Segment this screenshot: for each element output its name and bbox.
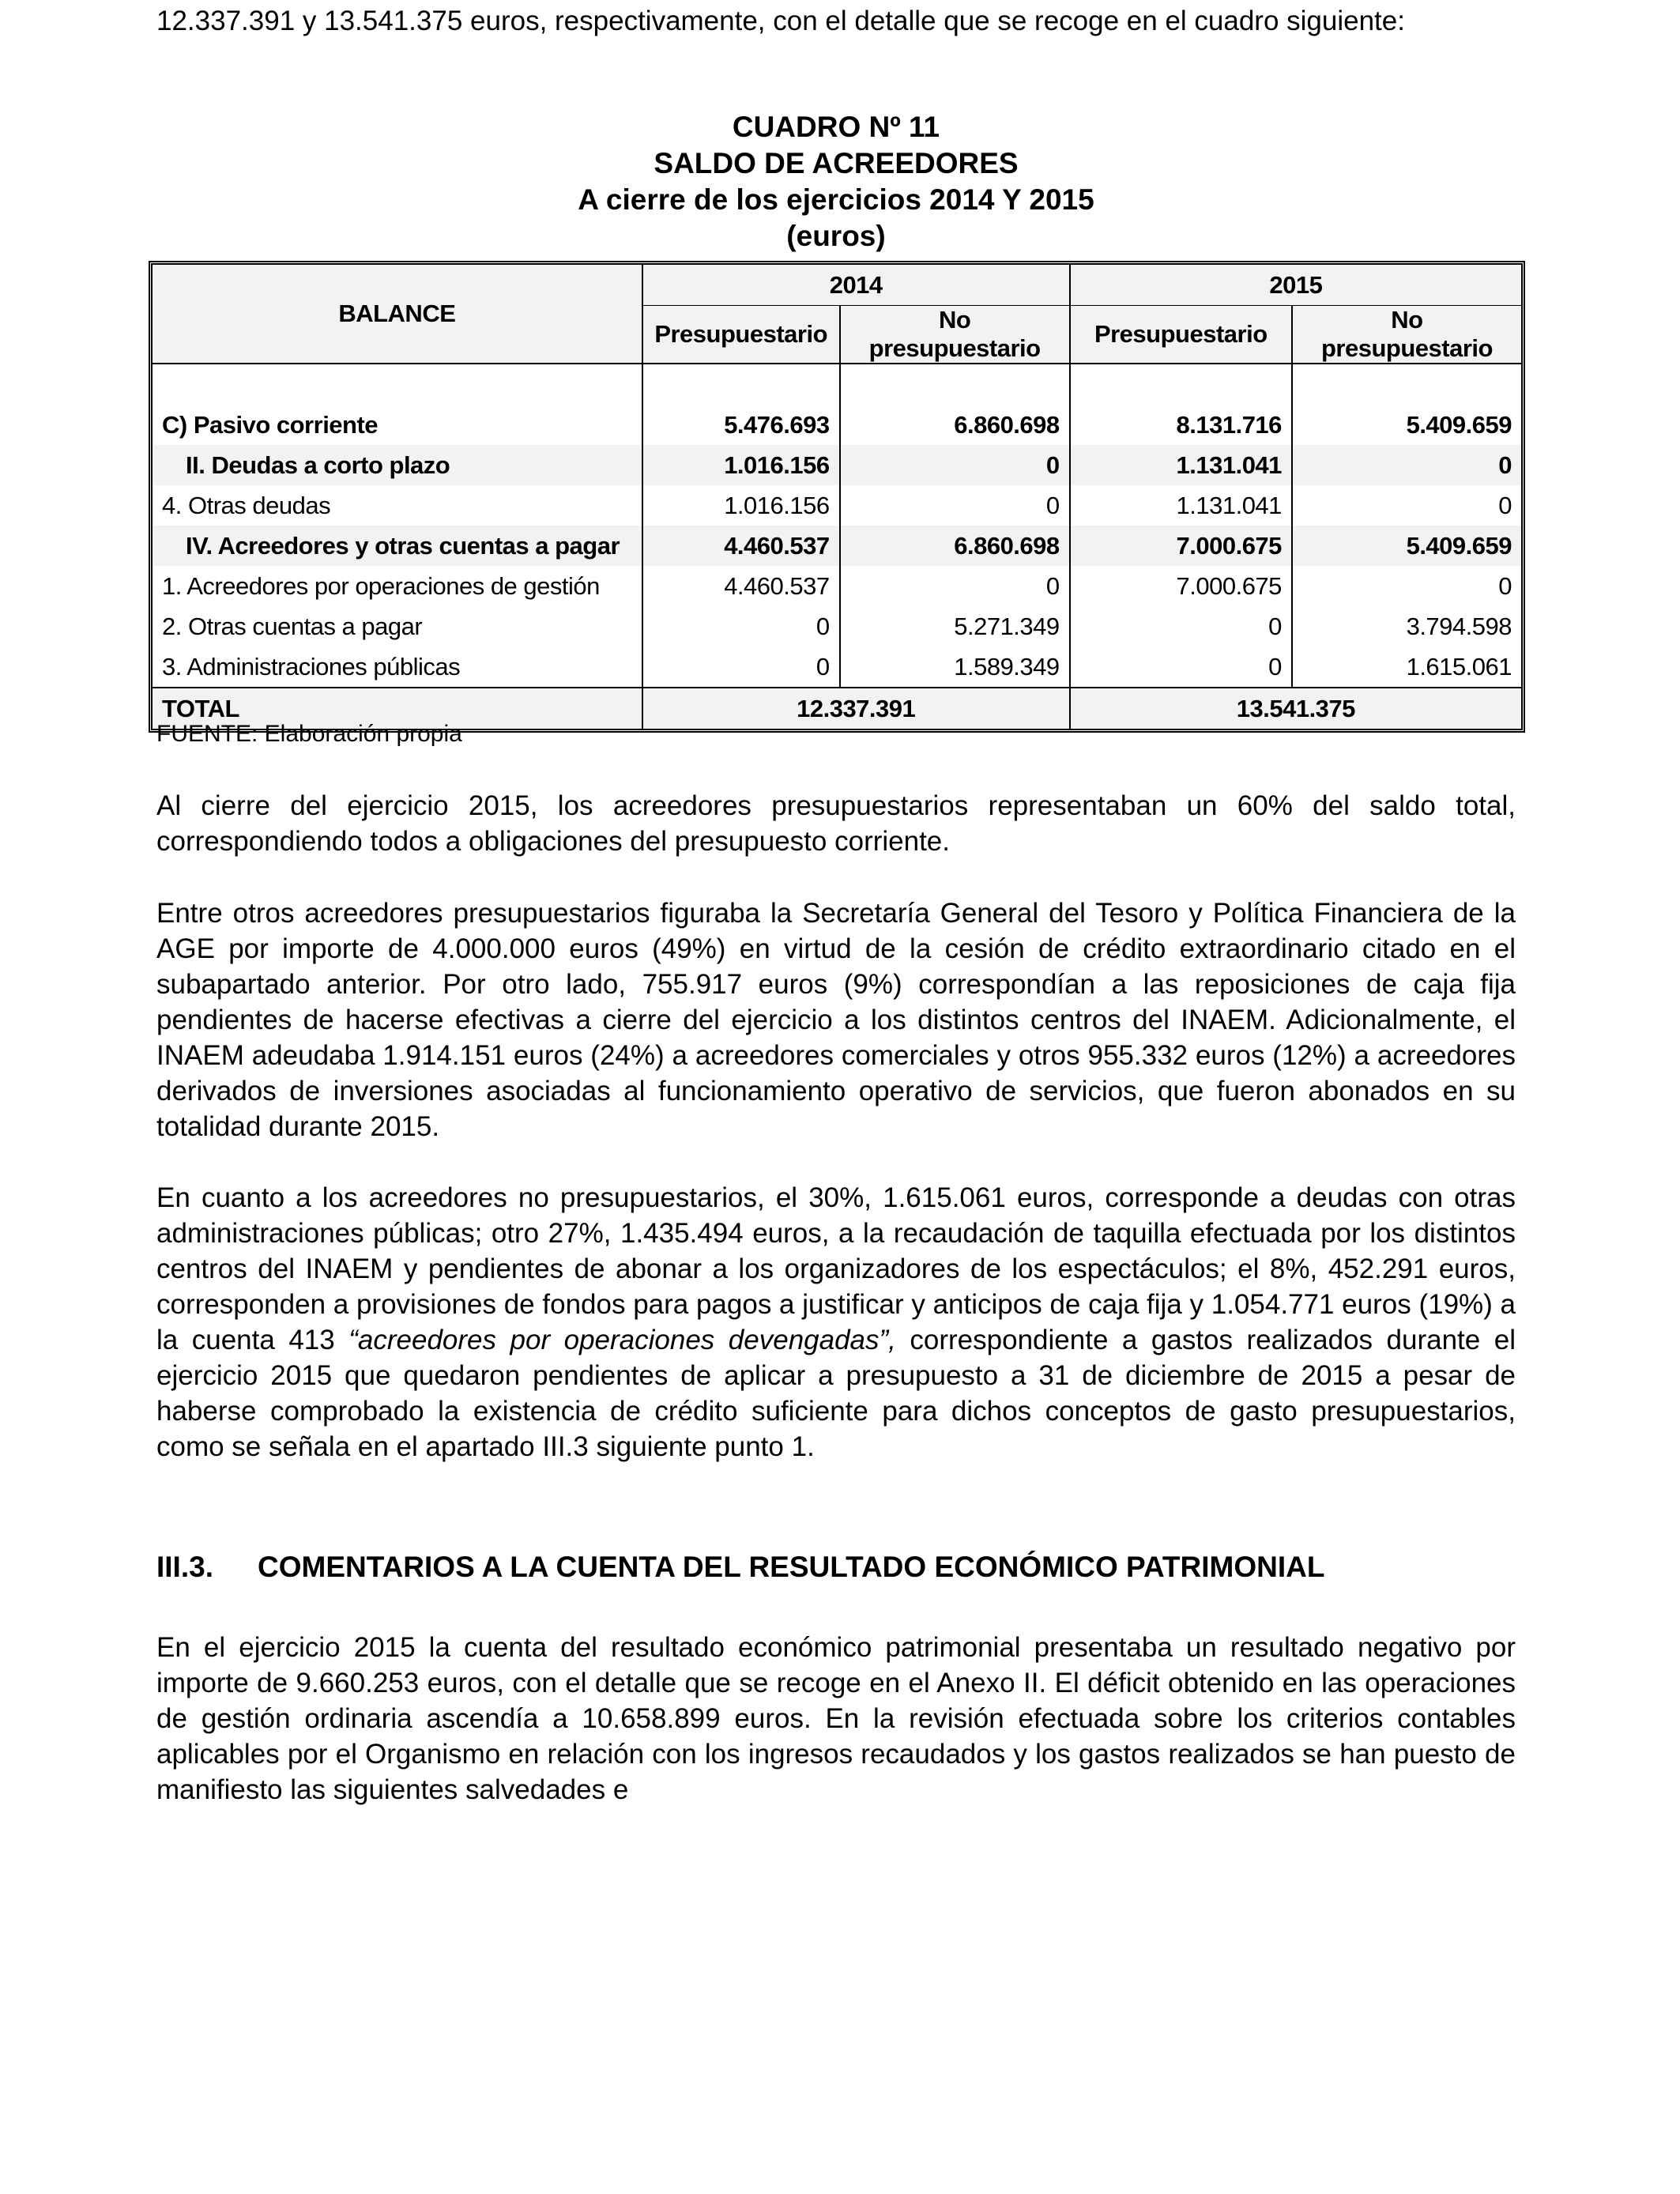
intro-paragraph: 12.337.391 y 13.541.375 euros, respectivamente, con el detalle que se recoge en el cuadro siguiente: — [156, 6, 1405, 36]
header-balance: BALANCE — [153, 265, 642, 364]
header-sub-no-presupuestario-2014: No presupuestario — [839, 306, 1069, 364]
table-row: 4. Otras deudas 1.016.156 0 1.131.041 0 — [153, 485, 1521, 526]
table-source: FUENTE: Elaboración propia — [156, 721, 462, 747]
creditors-table — [149, 261, 1525, 733]
paragraph-4: En el ejercicio 2015 la cuenta del resultado económico patrimonial presentaba un resultado negativo por importe de 9.660.253 euros, con el detalle que se recoge en el Anexo II. El déficit obtenido en las operaciones de gestión ordinaria ascendía a 10.658.899 euros. En la revisión efectuada sobre los criterios contables aplicables por el Organismo en relación con los ingresos recaudados y los gastos realizados se han puesto de manifiesto las siguientes salvedades e — [156, 1632, 1516, 1805]
caption-line2: SALDO DE ACREEDORES — [654, 147, 1019, 179]
total-2015: 13.541.375 — [1069, 687, 1521, 729]
table-row: C) Pasivo corriente 5.476.693 6.860.698 8.131.716 5.409.659 — [153, 405, 1521, 445]
table-row: 2. Otras cuentas a pagar 0 5.271.349 0 3.794.598 — [153, 606, 1521, 647]
total-2014: 12.337.391 — [642, 687, 1069, 729]
paragraph-1: Al cierre del ejercicio 2015, los acreedores presupuestarios representaban un 60% del saldo total, correspondiendo todos a obligaciones del presupuesto corriente. — [156, 790, 1516, 857]
table-row: 3. Administraciones públicas 0 1.589.349 0 1.615.061 — [153, 647, 1521, 687]
caption-line1: CUADRO Nº 11 — [732, 111, 940, 143]
paragraph-2: Entre otros acreedores presupuestarios figuraba la Secretaría General del Tesoro y Política Financiera de la AGE por importe de 4.000.000 euros (49%) en virtud de la cesión de crédito extraordinario citado en el subapartado anterior. Por otro lado, 755.917 euros (9%) correspondían a las reposiciones de caja fija pendientes de hacerse efectivas a cierre del ejercicio a los distintos centros del INAEM. Adicionalmente, el INAEM adeudaba 1.914.151 euros (24%) a acreedores comerciales y otros 955.332 euros (12%) a acreedores derivados de inversiones asociadas al funcionamiento operativo de servicios, que fueron abonados en su totalidad durante 2015. — [156, 898, 1516, 1142]
section-heading — [156, 1551, 1324, 1584]
caption-line3: A cierre de los ejercicios 2014 Y 2015 — [578, 183, 1094, 216]
table-caption — [156, 109, 1516, 254]
header-sub-no-presupuestario-2015: No presupuestario — [1291, 306, 1521, 364]
caption-line4: (euros) — [786, 220, 886, 252]
header-sub-presupuestario-2015: Presupuestario — [1069, 306, 1291, 364]
section-title: COMENTARIOS A LA CUENTA DEL RESULTADO ECONÓMICO PATRIMONIAL — [258, 1551, 1325, 1583]
header-year-2014: 2014 — [642, 265, 1069, 306]
section-number: III.3. — [156, 1551, 213, 1583]
header-year-2015: 2015 — [1069, 265, 1521, 306]
total-label: TOTAL — [153, 687, 642, 729]
paragraph-3: En cuanto a los acreedores no presupuestarios, el 30%, 1.615.061 euros, corresponde a deudas con otras administraciones públicas; otro 27%, 1.435.494 euros, a la recaudación de taquilla efectuada por los distintos centros del INAEM y pendientes de abonar a los organizadores de los espectáculos; el 8%, 452.291 euros, corresponden a provisiones de fondos para pagos a justificar y anticipos de caja fija y 1.054.771 euros (19%) a la cuenta 413 “acreedores por operaciones devengadas”, correspondiente a gastos realizados durante el ejercicio 2015 que quedaron pendientes de aplicar a presupuesto a 31 de diciembre de 2015 a pesar de haberse comprobado la existencia de crédito suficiente para dichos conceptos de gasto presupuestarios, como se señala en el apartado III.3 siguiente punto 1. — [156, 1182, 1516, 1462]
header-sub-presupuestario-2014: Presupuestario — [642, 306, 839, 364]
italic-account-name: “acreedores por operaciones devengadas”, — [348, 1325, 896, 1355]
table-row: II. Deudas a corto plazo 1.016.156 0 1.131.041 0 — [153, 445, 1521, 485]
table-row: 1. Acreedores por operaciones de gestión 4.460.537 0 7.000.675 0 — [153, 566, 1521, 606]
table-row: IV. Acreedores y otras cuentas a pagar 4.460.537 6.860.698 7.000.675 5.409.659 — [153, 526, 1521, 566]
